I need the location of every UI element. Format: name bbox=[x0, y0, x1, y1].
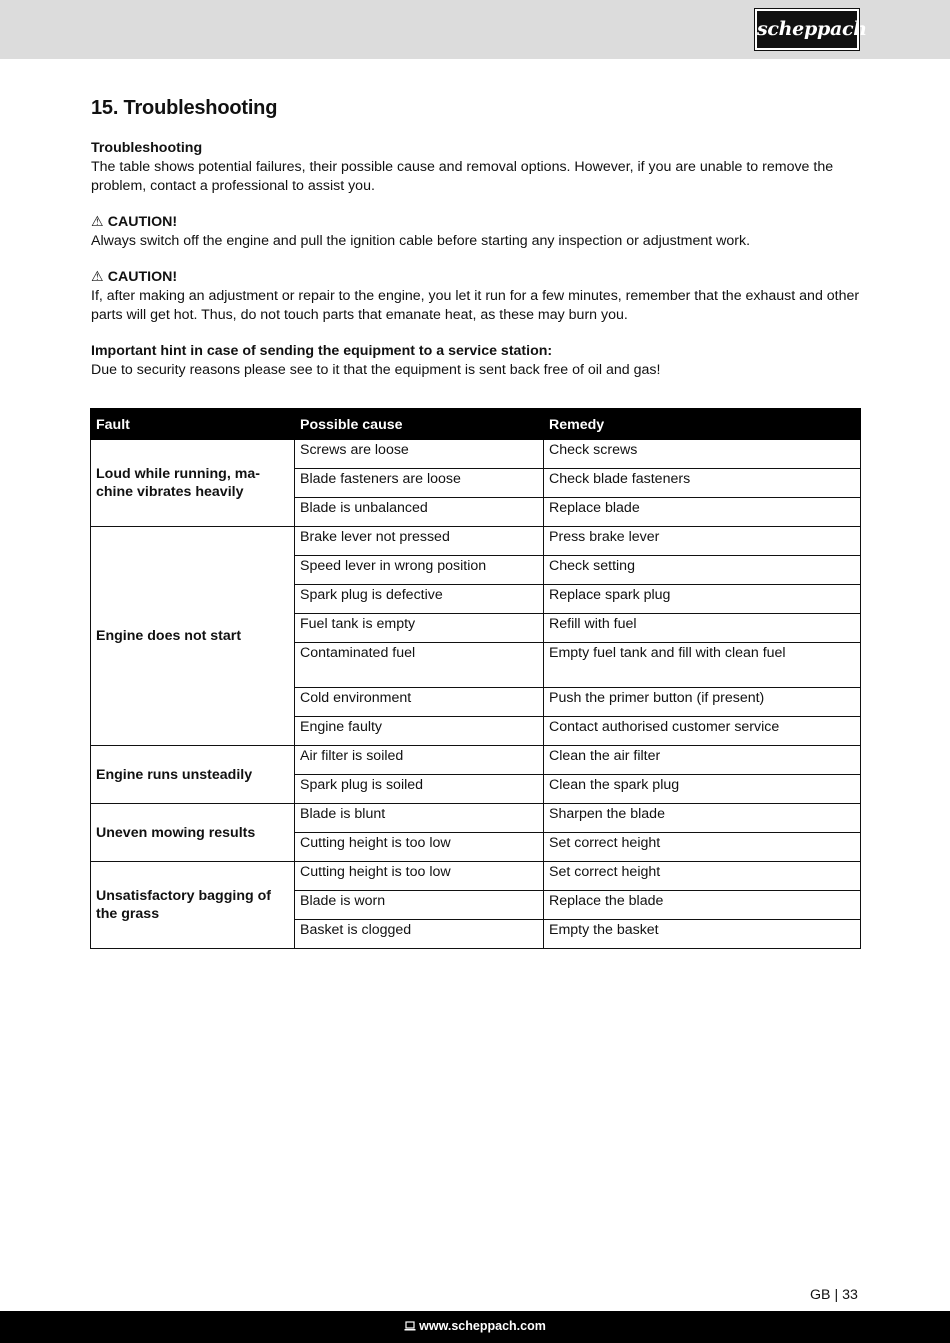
page-header-bar bbox=[0, 0, 950, 59]
website-link[interactable]: www.scheppach.com bbox=[419, 1319, 546, 1333]
section-title: 15. Troubleshooting bbox=[91, 97, 278, 119]
table-header-row bbox=[91, 409, 861, 440]
remedy-cell: Check blade fasteners bbox=[544, 469, 861, 498]
cause-cell: Blade is worn bbox=[295, 891, 544, 920]
page-number: GB | 33 bbox=[810, 1287, 858, 1303]
remedy-cell: Set correct height bbox=[544, 862, 861, 891]
cause-cell: Speed lever in wrong position bbox=[295, 556, 544, 585]
remedy-cell: Check setting bbox=[544, 556, 861, 585]
cause-cell: Brake lever not pressed bbox=[295, 527, 544, 556]
cause-cell: Blade is unbalanced bbox=[295, 498, 544, 527]
col-header-remedy: Remedy bbox=[544, 409, 861, 440]
cause-cell: Fuel tank is empty bbox=[295, 614, 544, 643]
caution-block-1 bbox=[91, 213, 860, 251]
caution-text-2: If, after making an adjustment or repair to the engine, you let it run for a few minutes, remember that the exhaust and other parts will get hot. Thus, do not touch parts that emanate heat, as these may burn you. bbox=[91, 288, 860, 323]
caution-text-1: Always switch off the engine and pull the ignition cable before starting any inspection or adjustment work. bbox=[91, 233, 751, 249]
cause-cell: Contaminated fuel bbox=[295, 643, 544, 688]
hint-heading: Important hint in case of sending the equipment to a service station: bbox=[91, 343, 553, 359]
table-row bbox=[91, 804, 861, 833]
remedy-cell: Clean the spark plug bbox=[544, 775, 861, 804]
remedy-cell: Empty fuel tank and fill with clean fuel bbox=[544, 643, 861, 688]
table-row bbox=[91, 862, 861, 891]
caution-block-2 bbox=[91, 268, 860, 325]
remedy-cell: Check screws bbox=[544, 440, 861, 469]
remedy-cell: Press brake lever bbox=[544, 527, 861, 556]
main-content bbox=[91, 96, 860, 380]
caution-heading-2 bbox=[91, 268, 860, 287]
table-row bbox=[91, 746, 861, 775]
cause-cell: Engine faulty bbox=[295, 717, 544, 746]
intro-text: The table shows potential failures, their possible cause and removal options. However, if you are unable to remove the problem, contact a professional to assist you. bbox=[91, 159, 834, 194]
intro-heading: Troubleshooting bbox=[91, 140, 203, 156]
remedy-cell: Replace spark plug bbox=[544, 585, 861, 614]
cause-cell: Cutting height is too low bbox=[295, 862, 544, 891]
cause-cell: Air filter is soiled bbox=[295, 746, 544, 775]
col-header-fault: Fault bbox=[91, 409, 295, 440]
fault-cell: Unsatisfactory bagging of the grass bbox=[91, 862, 295, 949]
remedy-cell: Contact authorised customer service bbox=[544, 717, 861, 746]
cause-cell: Blade fasteners are loose bbox=[295, 469, 544, 498]
troubleshooting-table bbox=[90, 408, 861, 949]
fault-cell: Engine runs unsteadily bbox=[91, 746, 295, 804]
remedy-cell: Empty the basket bbox=[544, 920, 861, 949]
remedy-cell: Clean the air filter bbox=[544, 746, 861, 775]
scheppach-logo: scheppach bbox=[755, 9, 859, 50]
cause-cell: Screws are loose bbox=[295, 440, 544, 469]
cause-cell: Basket is clogged bbox=[295, 920, 544, 949]
warning-icon: ⚠ bbox=[91, 214, 104, 230]
cause-cell: Cutting height is too low bbox=[295, 833, 544, 862]
intro-block bbox=[91, 139, 860, 196]
caution-label-1: CAUTION! bbox=[107, 214, 178, 230]
remedy-cell: Replace the blade bbox=[544, 891, 861, 920]
cause-cell: Spark plug is defective bbox=[295, 585, 544, 614]
remedy-cell: Set correct height bbox=[544, 833, 861, 862]
remedy-cell: Refill with fuel bbox=[544, 614, 861, 643]
remedy-cell: Replace blade bbox=[544, 498, 861, 527]
table-row bbox=[91, 527, 861, 556]
fault-cell: Engine does not start bbox=[91, 527, 295, 746]
table-row bbox=[91, 440, 861, 469]
cause-cell: Spark plug is soiled bbox=[295, 775, 544, 804]
hint-text: Due to security reasons please see to it that the equipment is sent back free of oil and gas! bbox=[91, 362, 661, 378]
laptop-icon bbox=[404, 1321, 416, 1331]
remedy-cell: Push the primer button (if present) bbox=[544, 688, 861, 717]
caution-label-2: CAUTION! bbox=[107, 269, 178, 285]
warning-icon: ⚠ bbox=[91, 269, 104, 285]
cause-cell: Cold environment bbox=[295, 688, 544, 717]
remedy-cell: Sharpen the blade bbox=[544, 804, 861, 833]
cause-cell: Blade is blunt bbox=[295, 804, 544, 833]
page-footer bbox=[0, 1311, 950, 1343]
col-header-cause: Possible cause bbox=[295, 409, 544, 440]
hint-block bbox=[91, 342, 860, 380]
fault-cell: Loud while running, ma-chine vibrates heavily bbox=[91, 440, 295, 527]
fault-cell: Uneven mowing results bbox=[91, 804, 295, 862]
caution-heading-1 bbox=[91, 213, 860, 232]
